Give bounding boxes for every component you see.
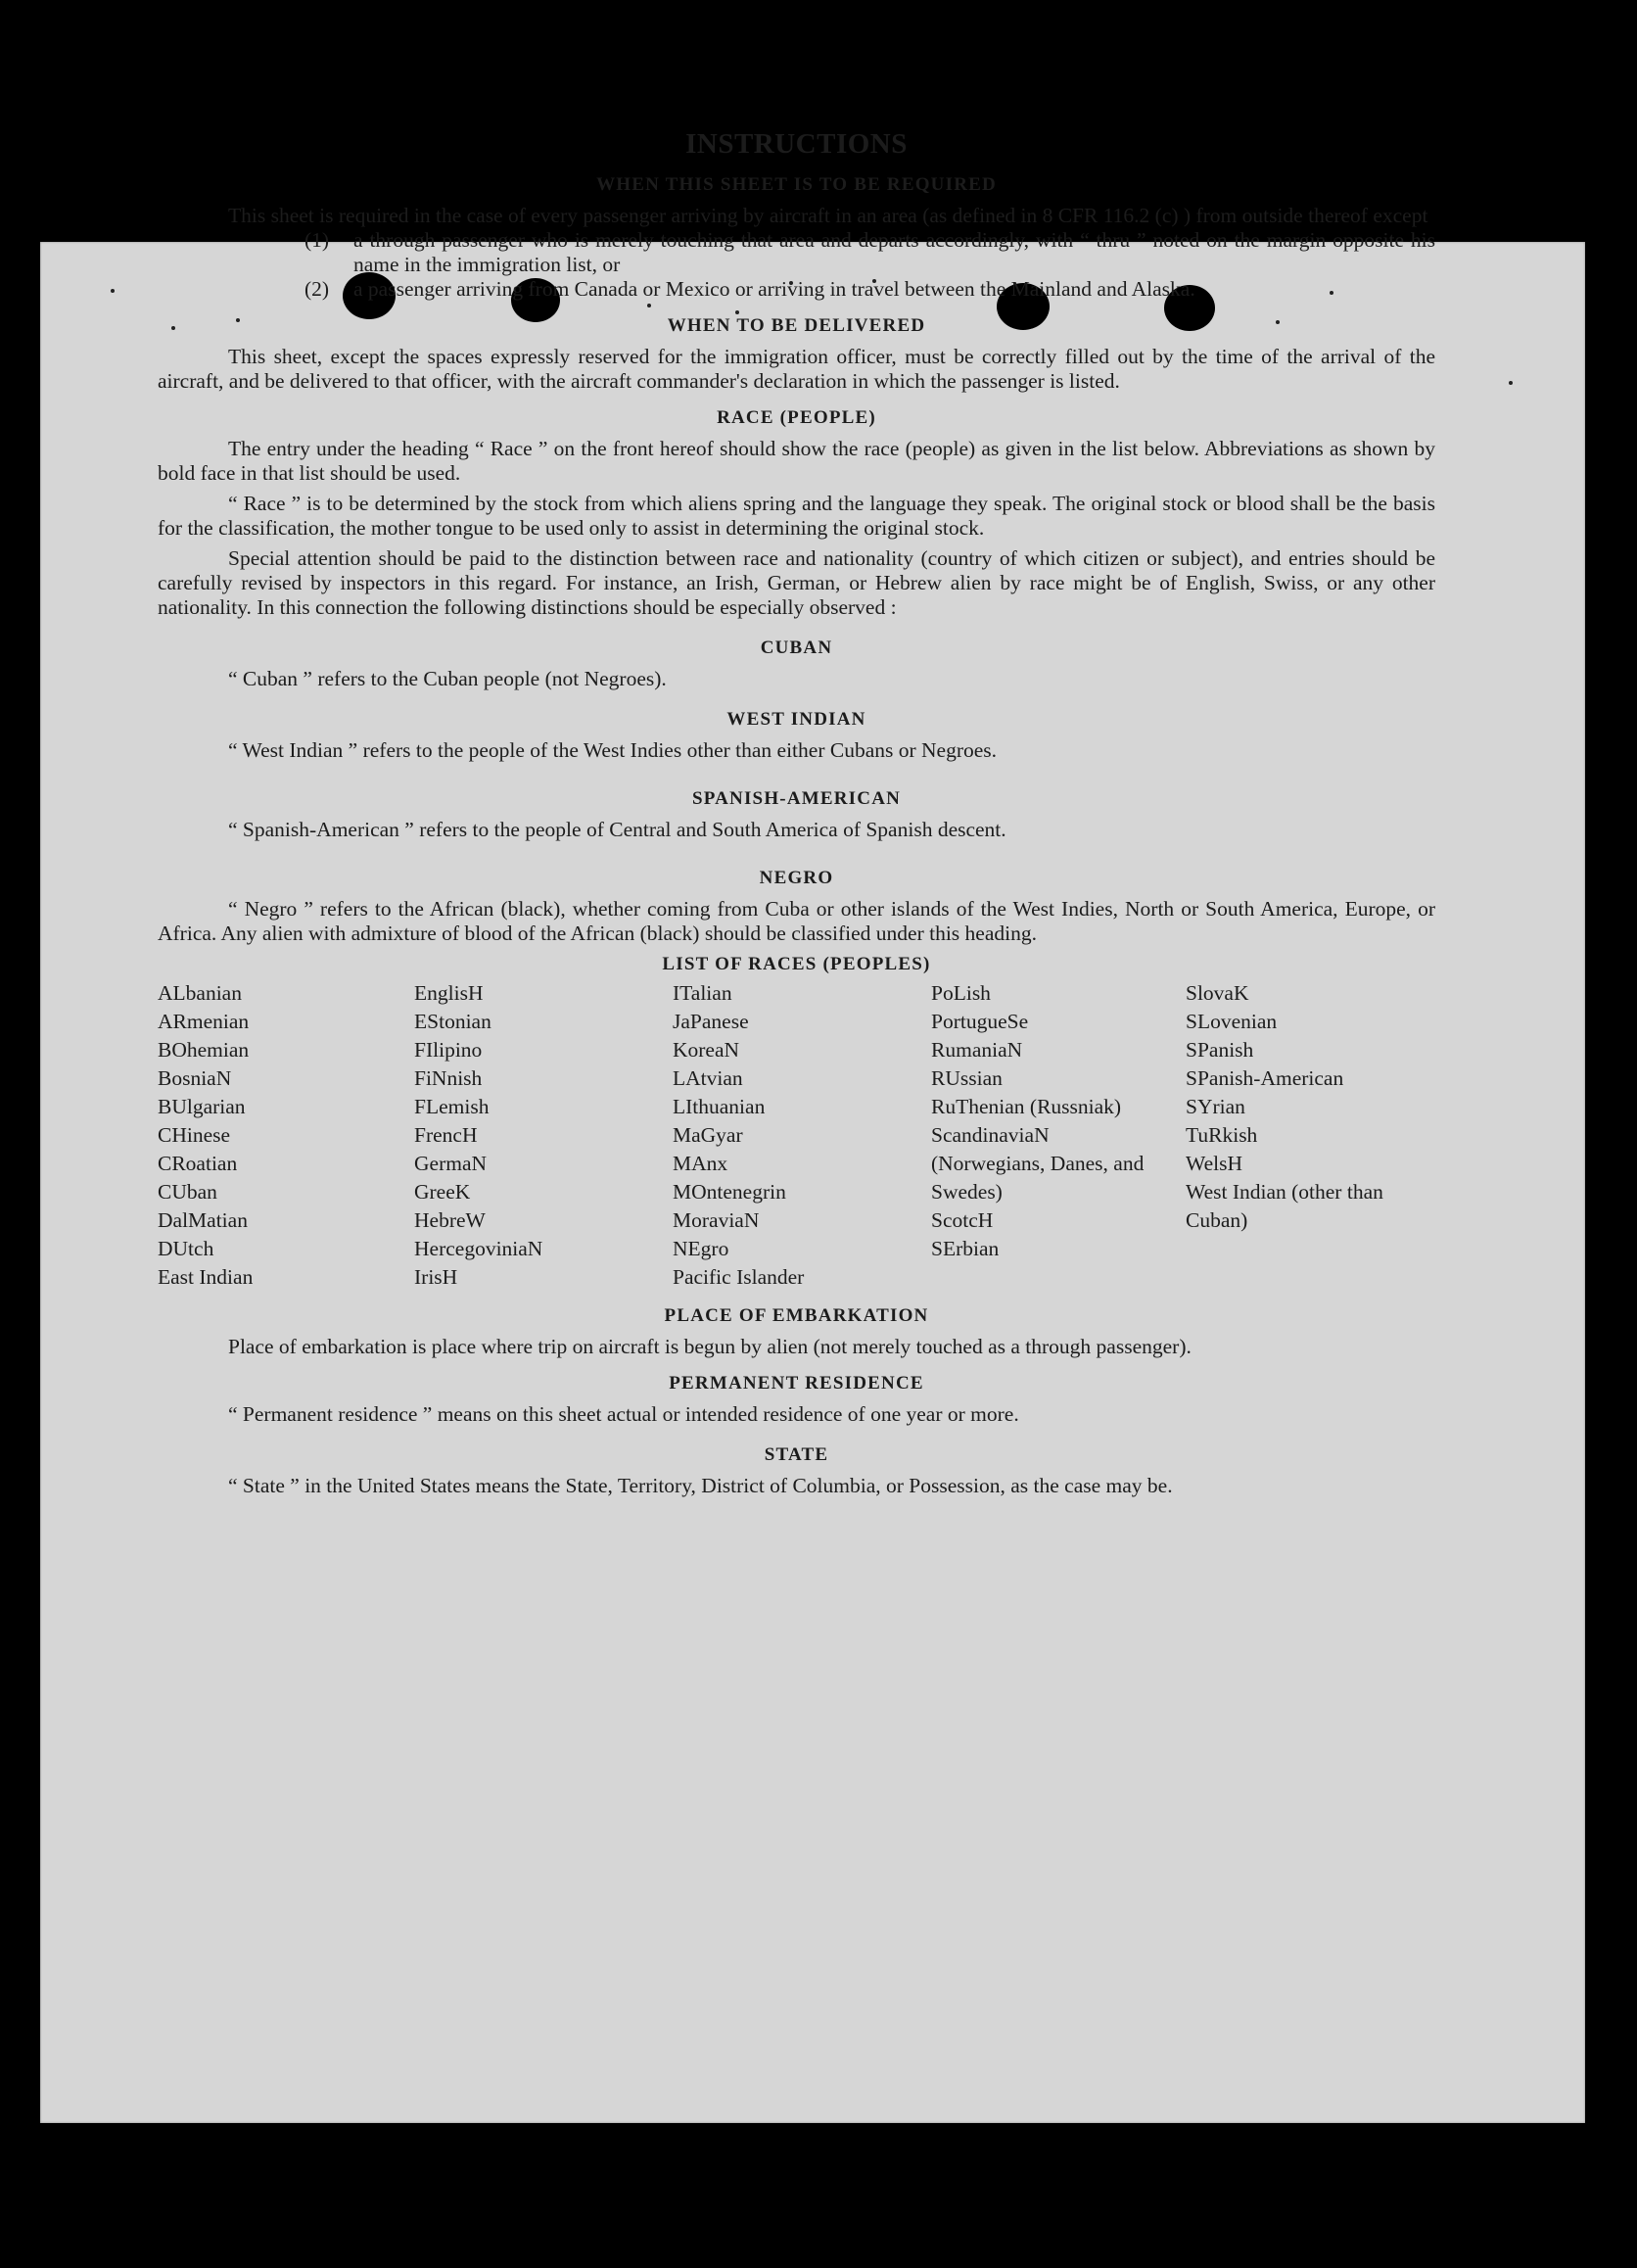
item-text: a passenger arriving from Canada or Mexico or arriving in travel between the Mainland and Alaska.: [353, 277, 1195, 301]
race-entry: FiNnish: [414, 1066, 483, 1090]
race-entry: HercegoviniaN: [414, 1237, 543, 1260]
heading-embarkation: PLACE OF EMBARKATION: [664, 1305, 929, 1326]
race-paragraph-2: “ Race ” is to be determined by the stock from which aliens spring and the language they speak. The original stock or blood shall be the basis for the classification, the mother tongue to be used only to assist in determining the original stock.: [158, 492, 1435, 540]
races-table: [158, 979, 1435, 1292]
race-entry: SPanish: [1186, 1038, 1254, 1062]
race-entry: JaPanese: [673, 1010, 749, 1033]
item-text: a through passenger who is merely touching that area and departs accordingly, with “ thru ” noted on the margin opposite his name in the immigration list, or: [353, 228, 1435, 276]
embarkation-text: Place of embarkation is place where trip on aircraft is begun by alien (not merely touched as a through passenger).: [228, 1335, 1192, 1358]
race-entry: BOhemian: [158, 1038, 250, 1062]
races-column: [931, 979, 1186, 1292]
race-entry: TuRkish: [1186, 1123, 1258, 1147]
race-entry: FLemish: [414, 1095, 490, 1118]
heading-when-required: WHEN THIS SHEET IS TO BE REQUIRED: [596, 174, 997, 195]
state-text: “ State ” in the United States means the State, Territory, District of Columbia, or Possession, as the case may be.: [228, 1474, 1173, 1497]
race-entry: SErbian: [931, 1237, 1000, 1260]
race-entry: SYrian: [1186, 1095, 1245, 1118]
race-entry: SlovaK: [1186, 981, 1249, 1005]
item-number: (2): [304, 277, 330, 301]
race-entry: RUssian: [931, 1066, 1003, 1090]
heading-spanish-american: SPANISH-AMERICAN: [691, 788, 902, 809]
race-entry: ScandinaviaN (Norwegians, Danes, and Swedes): [931, 1123, 1145, 1204]
race-entry: West Indian (other than Cuban): [1186, 1180, 1383, 1232]
negro-text: “ Negro ” refers to the African (black), whether coming from Cuba or other islands of the West Indies, North or South America, Europe, or Africa. Any alien with admixture of blood of the African (black) should be classified under this heading.: [158, 897, 1435, 945]
race-entry: RumaniaN: [931, 1038, 1023, 1062]
race-entry: FIlipino: [414, 1038, 483, 1062]
race-entry: CUban: [158, 1180, 217, 1204]
exception-item: [304, 228, 1435, 277]
heading-west-indian: WEST INDIAN: [726, 709, 866, 730]
race-entry: NEgro: [673, 1237, 729, 1260]
speck: [111, 289, 115, 293]
race-entry: MoraviaN: [673, 1208, 760, 1232]
race-entry: Pacific Islander: [673, 1265, 805, 1289]
races-column: [414, 979, 673, 1292]
race-entry: EnglisH: [414, 981, 484, 1005]
heading-negro: NEGRO: [759, 868, 834, 888]
race-entry: PoLish: [931, 981, 991, 1005]
required-intro: This sheet is required in the case of every passenger arriving by aircraft in an area (as defined in 8 CFR 116.2 (c) ) from outside thereof except: [228, 204, 1428, 227]
races-column: [158, 979, 414, 1292]
cuban-text: “ Cuban ” refers to the Cuban people (not Negroes).: [228, 667, 667, 690]
race-entry: SLovenian: [1186, 1010, 1278, 1033]
race-entry: ARmenian: [158, 1010, 250, 1033]
race-entry: DUtch: [158, 1237, 214, 1260]
race-entry: BosniaN: [158, 1066, 232, 1090]
race-entry: SPanish-American: [1186, 1066, 1344, 1090]
heading-state: STATE: [764, 1444, 829, 1465]
west-indian-text: “ West Indian ” refers to the people of the West Indies other than either Cubans or Negroes.: [228, 738, 998, 762]
race-entry: CRoatian: [158, 1152, 238, 1175]
race-entry: HebreW: [414, 1208, 486, 1232]
race-entry: RuThenian (Russniak): [931, 1095, 1122, 1118]
instructions-content: [158, 128, 1435, 1498]
exception-item: [304, 277, 1435, 302]
race-entry: FrencH: [414, 1123, 478, 1147]
race-entry: East Indian: [158, 1265, 254, 1289]
race-entry: ALbanian: [158, 981, 242, 1005]
race-entry: GreeK: [414, 1180, 471, 1204]
page-title: INSTRUCTIONS: [685, 128, 908, 160]
race-entry: ITalian: [673, 981, 732, 1005]
race-entry: EStonian: [414, 1010, 491, 1033]
race-entry: MAnx: [673, 1152, 728, 1175]
race-entry: CHinese: [158, 1123, 231, 1147]
race-entry: BUlgarian: [158, 1095, 246, 1118]
item-number: (1): [304, 228, 330, 252]
race-entry: GermaN: [414, 1152, 488, 1175]
race-entry: ScotcH: [931, 1208, 994, 1232]
race-entry: WelsH: [1186, 1152, 1242, 1175]
races-column: [1186, 979, 1435, 1292]
race-entry: KoreaN: [673, 1038, 740, 1062]
heading-race: RACE (PEOPLE): [717, 407, 876, 428]
race-paragraph-1: The entry under the heading “ Race ” on the front hereof should show the race (people) as given in the list below. Abbreviations as shown by bold face in that list should be used.: [158, 437, 1435, 485]
speck: [1509, 381, 1513, 385]
race-entry: MaGyar: [673, 1123, 743, 1147]
heading-list-of-races: LIST OF RACES (PEOPLES): [662, 954, 931, 974]
race-entry: MOntenegrin: [673, 1180, 786, 1204]
races-column: [673, 979, 931, 1292]
race-entry: LAtvian: [673, 1066, 743, 1090]
race-entry: LIthuanian: [673, 1095, 766, 1118]
heading-when-delivered: WHEN TO BE DELIVERED: [667, 315, 926, 336]
delivered-text: This sheet, except the spaces expressly reserved for the immigration officer, must be correctly filled out by the time of the arrival of the aircraft, and be delivered to that officer, with the aircraft commander's declaration in which the passenger is listed.: [158, 345, 1435, 393]
race-paragraph-3: Special attention should be paid to the distinction between race and nationality (country of which citizen or subject), and entries should be carefully revised by inspectors in this regard. For instance, an Irish, German, or Hebrew alien by race might be of English, Swiss, or any other nationality. In this connection the following distinctions should be especially observed :: [158, 546, 1435, 619]
race-entry: PortugueSe: [931, 1010, 1029, 1033]
race-entry: IrisH: [414, 1265, 458, 1289]
spanish-american-text: “ Spanish-American ” refers to the people of Central and South America of Spanish descent.: [228, 818, 1006, 841]
residence-text: “ Permanent residence ” means on this sheet actual or intended residence of one year or more.: [228, 1402, 1019, 1426]
heading-cuban: CUBAN: [760, 638, 833, 658]
heading-residence: PERMANENT RESIDENCE: [669, 1373, 924, 1394]
race-entry: DalMatian: [158, 1208, 248, 1232]
